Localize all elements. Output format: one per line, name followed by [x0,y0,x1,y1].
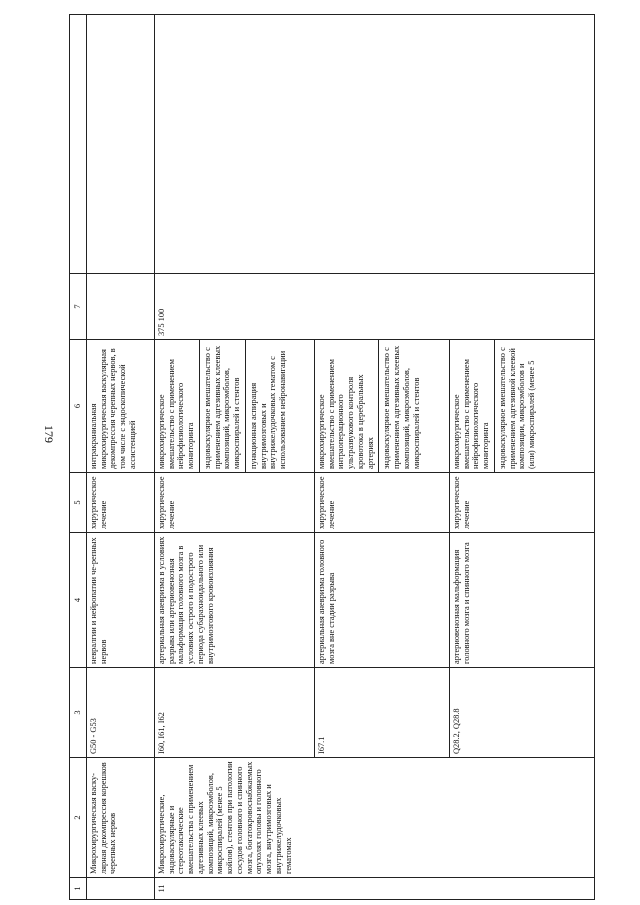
treatment-type: хирургическое лечение [314,473,449,533]
treatment-type: хирургическое лечение [86,473,154,533]
blank-cell [86,15,154,274]
page-number: 179 [42,425,56,443]
diagnosis: артериовенозная мальформация головного мозга и спинного мозга [449,533,594,668]
procedure-name: Микрохирургические, эндоваскулярные и стереотаксические вмешательства с применением адгезивных клеевых композиций, микроэмболов, микроспиралей (менее 5 койлов), стентов при патологии сосудов головного и спинного мозга, богатокровоснабжаемых опухолях головы и головного мозга, внутримозговых и внутрижелудочковых гематомах [154,758,594,878]
norm-cost: 375 100 [154,274,594,340]
method-text: микрохирургическое вмешательство с применением нейрофизиологического мониторинга [156,359,195,469]
procedures-table [69,14,595,900]
method-cell [154,340,314,473]
header-row [70,15,87,900]
method-text: микрохирургическое вмешательство с применением интраоперационного ультразвукового контроля кровотока в церебральных артериях [316,359,375,469]
diagnosis: артериальная аневризма в условиях разрыва или артериовенозная мальформация головного мозга в условиях острого и подострого периода субарахноидального или внутримозгового кровоизлияния [154,533,314,668]
header-col-4: 4 [70,533,87,668]
header-col-5: 5 [70,473,87,533]
header-col-7: 7 [70,274,87,340]
method-text: пункционная аспирация внутримозговых и внутрижелудочковых гематом с использованием нейронавигации [245,340,288,472]
header-col-blank [70,15,87,274]
icd-codes: G50 - G53 [86,668,154,758]
icd-codes: I60, I61, I62 [154,668,314,758]
header-col-6: 6 [70,340,87,473]
diagnosis: невралгии и нейропатии че-репных нервов [86,533,154,668]
icd-codes: I67.1 [314,668,449,758]
method-text: эндоваскулярное вмешательство с применением адгезивных клеевых композиций, микроэмболов, микроспиралей и стентов [199,340,242,472]
treatment-type: хирургическое лечение [154,473,314,533]
norm-cost [86,274,154,340]
table-row [86,15,154,900]
treatment-type: хирургическое лечение [449,473,594,533]
method-cell [449,340,594,473]
method-cell [86,340,154,473]
table-row [154,15,314,900]
icd-codes: Q28.2, Q28.8 [449,668,594,758]
rotated-table-wrapper [69,15,599,900]
header-col-3: 3 [70,668,87,758]
method-text: микрохирургическое вмешательство с применением нейрофизиологического мониторинга [451,359,490,469]
method-cell [314,340,449,473]
method-text: эндоваскулярное вмешательство с применением адгезивной клеевой композиции, микроэмболов и (или) микроспиралей (менее 5 [494,340,537,472]
blank-cell [154,15,594,274]
header-col-1: 1 [70,878,87,900]
procedure-name: Микрохирургическая васку-лярная декомпрессия корешков черепных нервов [86,758,154,878]
row-number: 11 [154,878,594,900]
method-text: интракраниальная микрохирургическая васкулярная декомпрессия черепных нервов, в том числе с эндоскопической ассистенцией [88,348,137,469]
header-col-2: 2 [70,758,87,878]
method-text: эндоваскулярное вмешательство с применением адгезивных клеевых композиций, микроэмболов, микроспиралей и стентов [378,340,421,472]
row-number [86,878,154,900]
diagnosis: артериальная аневризма головного мозга вне стадии разрыва [314,533,449,668]
